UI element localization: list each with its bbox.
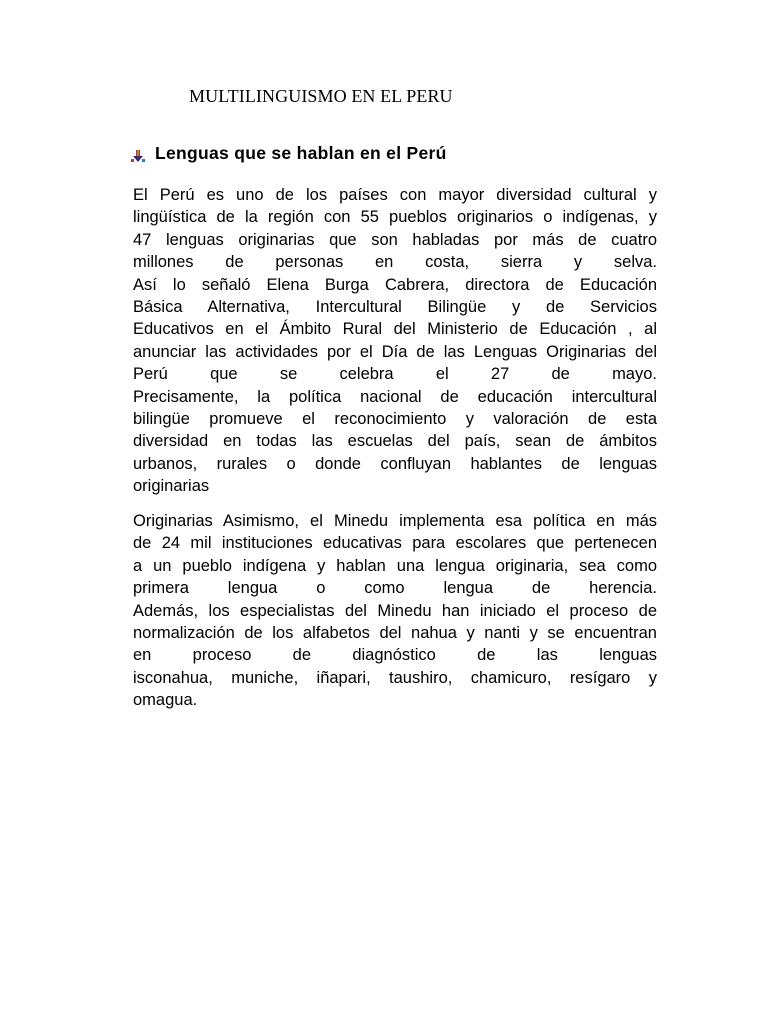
paragraph-2 <box>133 510 657 712</box>
document-title: MULTILINGUISMO EN EL PERU <box>189 86 453 106</box>
paragraph-line: isconahua, muniche, iñapari, taushiro, chamicuro, resígaro y <box>133 668 657 687</box>
paragraph-line: anunciar las actividades por el Día de las Lenguas Originarias del <box>133 342 657 361</box>
paragraph-line: urbanos, rurales o donde confluyan hablantes de lenguas <box>133 454 657 473</box>
paragraph-line: Educativos en el Ámbito Rural del Ministerio de Educación , al <box>133 320 657 339</box>
section-heading <box>130 143 447 164</box>
paragraph-line: bilingüe promueve el reconocimiento y valoración de esta <box>133 410 657 429</box>
paragraph-line: Además, los especialistas del Minedu han iniciado el proceso de <box>133 601 657 620</box>
paragraph-line: primera lengua o como lengua de herencia. <box>133 579 657 598</box>
paragraph-line: en proceso de diagnóstico de las lenguas <box>133 646 657 665</box>
paragraph-line: millones de personas en costa, sierra y selva. <box>133 253 657 272</box>
paragraph-1 <box>133 184 657 498</box>
paragraph-line: lingüística de la región con 55 pueblos originarios o indígenas, y <box>133 208 657 227</box>
paragraph-line: Así lo señaló Elena Burga Cabrera, directora de Educación <box>133 275 657 294</box>
arrow-down-bullet-icon <box>130 147 146 163</box>
paragraph-line: omagua. <box>133 691 198 710</box>
paragraph-line: Precisamente, la política nacional de educación intercultural <box>133 387 657 406</box>
paragraph-line: a un pueblo indígena y hablan una lengua originaria, sea como <box>133 556 657 575</box>
paragraph-line: normalización de los alfabetos del nahua y nanti y se encuentran <box>133 624 657 643</box>
paragraph-line: Originarias Asimismo, el Minedu implementa esa política en más <box>133 512 657 530</box>
paragraph-line: Perú que se celebra el 27 de mayo. <box>133 365 657 384</box>
paragraph-line: 47 lenguas originarias que son habladas por más de cuatro <box>133 230 657 249</box>
section-heading-text: Lenguas que se hablan en el Perú <box>155 143 447 163</box>
paragraph-line: Básica Alternativa, Intercultural Bilingüe y de Servicios <box>133 298 657 317</box>
paragraph-line: de 24 mil instituciones educativas para escolares que pertenecen <box>133 534 657 553</box>
paragraph-line: originarias <box>133 477 210 496</box>
paragraph-line: diversidad en todas las escuelas del país, sean de ámbitos <box>133 432 657 451</box>
paragraph-line: El Perú es uno de los países con mayor diversidad cultural y <box>133 186 657 204</box>
